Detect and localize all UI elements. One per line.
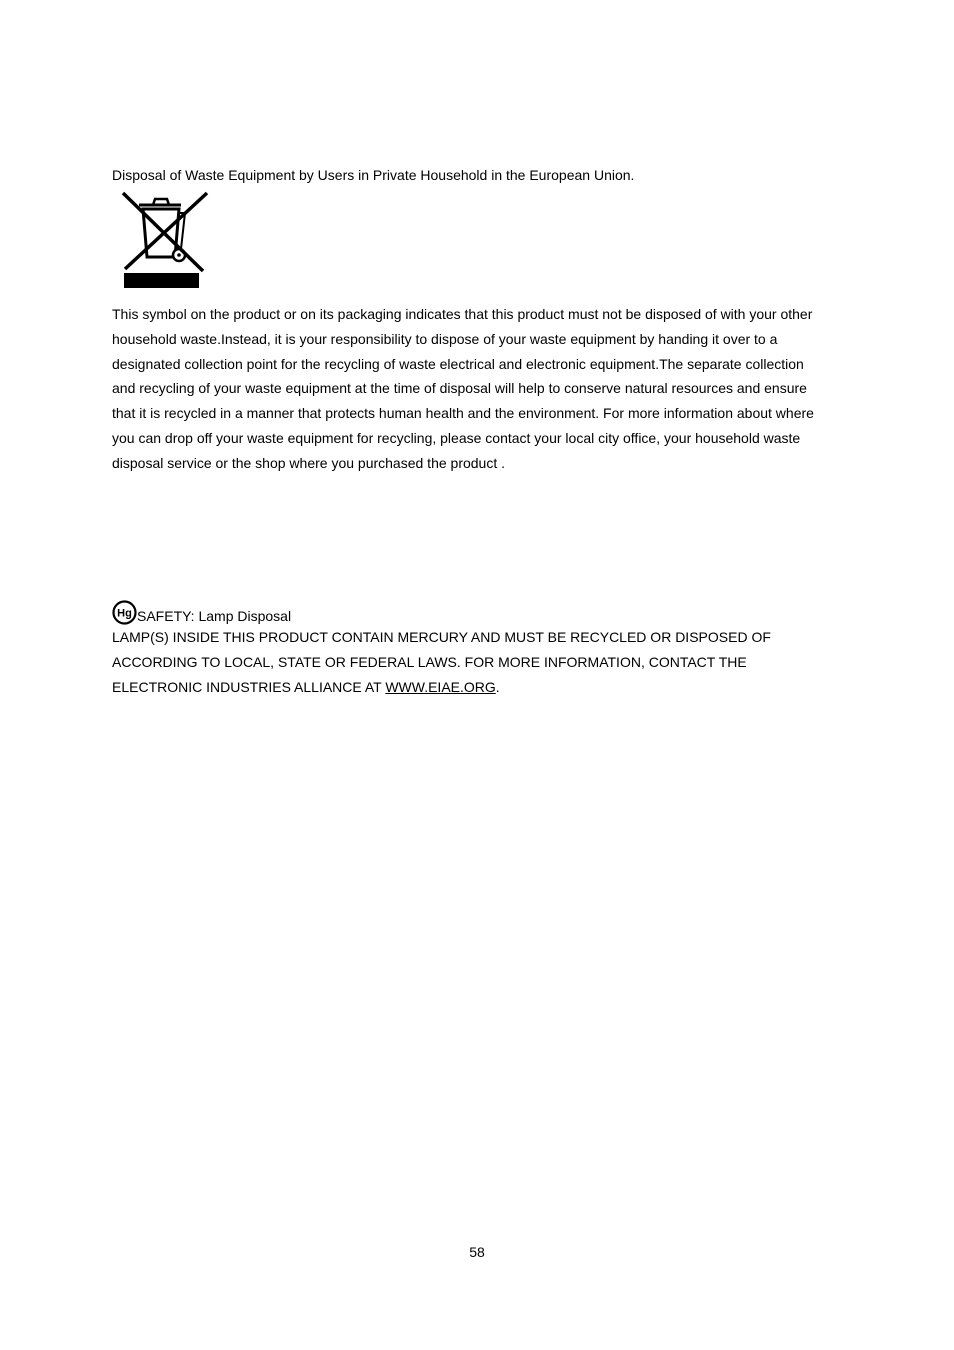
lamp-disposal-section [112, 597, 842, 700]
lamp-line-suffix: . [495, 679, 500, 695]
section-heading: Disposal of Waste Equipment by Users in Private Household in the European Union. [112, 167, 635, 183]
paragraph-line: you can drop off your waste equipment for recycling, please contact your local city office, your household waste [112, 429, 801, 446]
eiae-link[interactable]: WWW.EIAE.ORG [385, 679, 496, 695]
paragraph-line: and recycling of your waste equipment at the time of disposal will help to conserve natural resources and ensure [112, 380, 807, 397]
lamp-line: LAMP(S) INSIDE THIS PRODUCT CONTAIN MERCURY AND MUST BE RECYCLED OR DISPOSED OF [112, 629, 771, 645]
paragraph-line: disposal service or the shop where you purchased the product . [112, 454, 506, 471]
disposal-paragraph [112, 302, 842, 476]
paragraph-line: designated collection point for the recycling of waste electrical and electronic equipment.The separate collection [112, 355, 804, 372]
crossed-out-wheelie-bin-icon [119, 191, 211, 291]
page-number: 58 [469, 1244, 485, 1260]
paragraph-line: household waste.Instead, it is your responsibility to dispose of your waste equipment by handing it over to a [112, 330, 778, 347]
lamp-line-last [112, 675, 842, 700]
paragraph-line: that it is recycled in a manner that protects human health and the environment. For more information about where [112, 405, 814, 422]
paragraph-line: This symbol on the product or on its packaging indicates that this product must not be disposed of with your other [112, 306, 813, 322]
lamp-title-row [112, 597, 842, 625]
lamp-line-prefix: ELECTRONIC INDUSTRIES ALLIANCE AT [112, 679, 386, 695]
lamp-line: ACCORDING TO LOCAL, STATE OR FEDERAL LAWS. FOR MORE INFORMATION, CONTACT THE [112, 654, 747, 670]
hg-mercury-icon [112, 600, 137, 625]
lamp-title: SAFETY: Lamp Disposal [137, 608, 292, 624]
lamp-warning-text [112, 625, 842, 700]
hg-icon-text: Hg [117, 607, 132, 620]
